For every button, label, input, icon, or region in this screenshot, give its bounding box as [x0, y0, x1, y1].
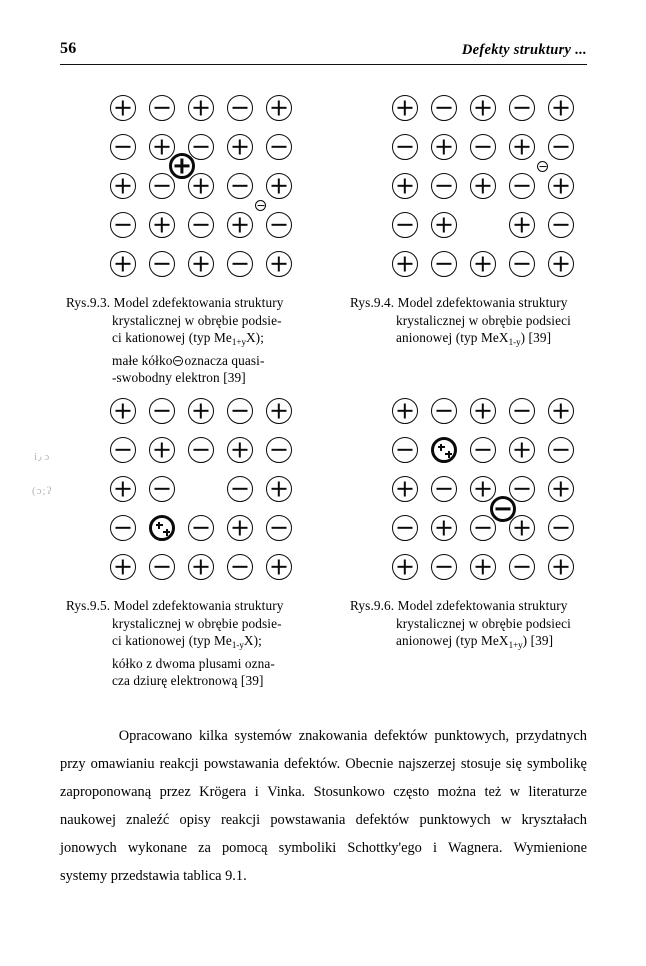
ion-anion	[548, 515, 574, 541]
ion-anion	[227, 554, 253, 580]
paragraph-word: Krögera	[199, 784, 247, 800]
ion-anion	[431, 398, 457, 424]
paragraph-word: punktowych	[419, 812, 491, 828]
caption-label: Rys.9.6.	[350, 598, 395, 613]
ion-anion	[227, 398, 253, 424]
ion-cation	[470, 173, 496, 199]
caption-text-line: Model zdefektowania struktury	[397, 295, 568, 310]
ion-anion	[149, 554, 175, 580]
ion-cation	[188, 251, 214, 277]
ion-anion	[227, 476, 253, 502]
ion-cation	[509, 437, 535, 463]
ion-anion	[431, 554, 457, 580]
ion-anion	[110, 515, 136, 541]
ion-cation	[548, 554, 574, 580]
paragraph-word: Schottky'ego	[347, 840, 422, 856]
paragraph-word: defektów.	[284, 756, 341, 772]
ion-cation	[548, 173, 574, 199]
ion-cation	[431, 134, 457, 160]
paragraph-word: przydatnych	[515, 728, 587, 744]
paragraph-word: znaleźć	[126, 812, 170, 828]
caption-text-line: anionowej (typ MeX	[396, 633, 509, 649]
ion-cation	[188, 95, 214, 121]
paragraph-word: stosuje	[460, 756, 501, 772]
ion-cation	[509, 212, 535, 238]
ion-anion	[509, 398, 535, 424]
ion-anion	[509, 251, 535, 277]
caption-text-line: krystalicznej w obrębie podsieci	[396, 312, 571, 328]
caption-text-line: krystalicznej w obrębie podsieci	[396, 615, 571, 631]
defect-electron-hole	[431, 437, 457, 463]
defect-electron-hole	[149, 515, 175, 541]
caption-text-line: ci kationowej (typ Me	[112, 330, 232, 346]
ion-anion	[188, 515, 214, 541]
formula-subscript: 1+y	[508, 640, 523, 651]
ion-anion	[110, 212, 136, 238]
ion-anion	[227, 251, 253, 277]
paragraph-word: systemów	[234, 728, 292, 744]
ion-cation	[266, 398, 292, 424]
page-number: 56	[60, 40, 77, 57]
ion-cation	[509, 134, 535, 160]
ion-cation	[149, 134, 175, 160]
paragraph-word: przy	[60, 756, 86, 772]
ion-cation	[392, 173, 418, 199]
ion-anion	[548, 437, 574, 463]
ion-anion	[266, 437, 292, 463]
defect-interstitial-cation	[169, 153, 195, 179]
paragraph-word: opisy	[179, 812, 211, 828]
ion-cation	[266, 476, 292, 502]
paragraph-word: 9.1.	[225, 868, 247, 884]
scan-artifact: (ɔ;ʔ	[32, 485, 53, 497]
ion-cation	[431, 212, 457, 238]
ion-cation	[392, 476, 418, 502]
ion-cation	[188, 398, 214, 424]
caption-text-line: ) [39]	[522, 633, 554, 649]
ion-cation	[227, 134, 253, 160]
paragraph-word: Wagnera.	[448, 840, 503, 856]
ion-anion	[392, 515, 418, 541]
page-header	[60, 40, 587, 66]
paragraph-word: za	[198, 840, 211, 856]
ion-cation	[548, 95, 574, 121]
paragraph-word: się	[505, 756, 522, 772]
paragraph-line	[60, 722, 587, 750]
caption-text-line: cza dziurę elektronową [39]	[112, 673, 264, 689]
paragraph-line	[60, 862, 587, 890]
ion-anion	[431, 251, 457, 277]
paragraph-word: i	[254, 784, 259, 800]
ion-anion	[392, 134, 418, 160]
ion-cation	[548, 251, 574, 277]
caption-rys-9-3	[66, 294, 346, 387]
ion-cation	[188, 173, 214, 199]
paragraph-word: kryształach	[521, 812, 587, 828]
lattice-grid-9-5	[110, 398, 292, 570]
ion-cation	[392, 398, 418, 424]
paragraph-word: najszerzej	[398, 756, 456, 772]
caption-text-line: małe kółko	[112, 352, 173, 368]
ion-anion	[149, 398, 175, 424]
caption-text-line: ci kationowej (typ Me	[112, 633, 232, 649]
ion-cation	[110, 95, 136, 121]
paragraph-line	[60, 834, 587, 862]
ion-cation	[227, 437, 253, 463]
ion-anion	[431, 476, 457, 502]
ion-cation	[509, 515, 535, 541]
ion-cation	[548, 398, 574, 424]
caption-text-line: Model zdefektowania struktury	[113, 295, 284, 310]
ion-anion	[227, 173, 253, 199]
ion-cation	[392, 95, 418, 121]
paragraph-word: powstawania	[270, 812, 346, 828]
paragraph-line	[60, 806, 587, 834]
caption-text-line: kółko z dwoma plusami ozna-	[112, 655, 275, 671]
ion-anion	[509, 173, 535, 199]
paragraph-word: też	[484, 784, 502, 800]
paragraph-word: reakcji	[159, 756, 199, 772]
paragraph-word: często	[393, 784, 430, 800]
ion-cation	[227, 515, 253, 541]
header-divider	[60, 64, 587, 65]
ion-anion	[470, 515, 496, 541]
scan-artifact: i٫ ɔ	[34, 451, 51, 463]
caption-text-line: -swobodny elektron [39]	[112, 370, 246, 386]
ion-anion	[470, 437, 496, 463]
paragraph-word: defektów	[355, 812, 410, 828]
ion-cation	[470, 476, 496, 502]
ion-cation	[110, 251, 136, 277]
lattice-grid-9-6	[392, 398, 574, 570]
paragraph-word: przez	[159, 784, 191, 800]
caption-text-line: oznacza quasi-	[184, 352, 265, 368]
ion-cation	[110, 476, 136, 502]
lattice-grid-9-3	[110, 95, 292, 267]
caption-text-line: ) [39]	[520, 330, 552, 346]
figure-rys-9-5	[110, 398, 292, 570]
caption-text-line: X);	[243, 633, 262, 649]
paragraph-word: i	[432, 840, 437, 856]
body-paragraph	[60, 722, 587, 890]
formula-subscript: 1-y	[508, 337, 521, 348]
ion-anion	[470, 134, 496, 160]
paragraph-word: kilka	[198, 728, 228, 744]
ion-anion	[149, 476, 175, 502]
ion-cation	[227, 212, 253, 238]
defect-interstitial-anion	[490, 496, 516, 522]
paragraph-word: Vinka.	[267, 784, 306, 800]
paragraph-word: Stosunkowo	[313, 784, 385, 800]
paragraph-line	[60, 778, 587, 806]
formula-subscript: 1+y	[231, 337, 246, 348]
paragraph-word: w	[509, 784, 521, 800]
paragraph-word: defektów	[374, 728, 428, 744]
ion-anion	[509, 476, 535, 502]
ion-anion	[110, 134, 136, 160]
caption-rys-9-4	[350, 294, 630, 352]
paragraph-word: Opracowano	[118, 728, 193, 744]
ion-cation	[470, 251, 496, 277]
paragraph-word: Wymienione	[513, 840, 587, 856]
ion-anion	[188, 134, 214, 160]
ion-cation	[266, 173, 292, 199]
ion-cation	[392, 251, 418, 277]
ion-anion	[188, 437, 214, 463]
figure-rys-9-6	[392, 398, 574, 570]
paragraph-word: literaturze	[528, 784, 587, 800]
formula-subscript: 1-y	[231, 640, 244, 651]
paragraph-word: powstawania	[203, 756, 279, 772]
defect-quasi-free-electron	[255, 200, 266, 211]
ion-cation	[110, 398, 136, 424]
paragraph-word: w	[500, 812, 512, 828]
ion-cation	[149, 437, 175, 463]
ion-cation	[470, 398, 496, 424]
ion-anion	[227, 95, 253, 121]
caption-text-line: anionowej (typ MeX	[396, 330, 509, 346]
caption-label: Rys.9.3.	[66, 295, 111, 310]
ion-anion	[266, 515, 292, 541]
paragraph-word: omawianiu	[90, 756, 155, 772]
caption-text-line: Model zdefektowania struktury	[113, 598, 284, 613]
caption-text-line: krystalicznej w obrębie podsie-	[112, 615, 282, 631]
paragraph-word: tablica	[183, 868, 222, 884]
paragraph-word: reakcji	[220, 812, 261, 828]
circled-minus-icon	[173, 356, 183, 366]
paragraph-word: wykonane	[127, 840, 188, 856]
ion-cation	[266, 95, 292, 121]
ion-anion	[149, 173, 175, 199]
paragraph-line	[60, 750, 587, 778]
ion-cation	[110, 173, 136, 199]
ion-cation	[188, 554, 214, 580]
ion-anion	[431, 95, 457, 121]
caption-label: Rys.9.5.	[66, 598, 111, 613]
ion-anion	[149, 251, 175, 277]
ion-cation	[431, 515, 457, 541]
ion-anion	[266, 212, 292, 238]
caption-text-line: X);	[245, 330, 265, 346]
ion-cation	[149, 212, 175, 238]
figure-rys-9-4	[392, 95, 574, 267]
ion-anion	[392, 437, 418, 463]
figure-rys-9-3	[110, 95, 292, 267]
caption-text-line: Model zdefektowania struktury	[397, 598, 568, 613]
ion-anion	[431, 173, 457, 199]
caption-rys-9-6	[350, 597, 630, 655]
ion-anion	[548, 212, 574, 238]
paragraph-word: Obecnie	[345, 756, 394, 772]
paragraph-word: zaproponowaną	[60, 784, 152, 800]
ion-cation	[470, 95, 496, 121]
caption-text-line: krystalicznej w obrębie podsie-	[112, 312, 282, 328]
ion-anion	[110, 437, 136, 463]
ion-cation	[392, 554, 418, 580]
paragraph-word: symboliki	[278, 840, 337, 856]
caption-rys-9-5	[66, 597, 346, 690]
ion-anion	[509, 95, 535, 121]
ion-anion	[266, 134, 292, 160]
paragraph-word: przedstawia	[110, 868, 180, 884]
ion-cation	[266, 251, 292, 277]
ion-cation	[548, 476, 574, 502]
paragraph-word: znakowania	[298, 728, 368, 744]
defect-quasi-free-electron	[537, 161, 548, 172]
ion-anion	[392, 212, 418, 238]
ion-cation	[266, 554, 292, 580]
paragraph-word: punktowych,	[434, 728, 510, 744]
ion-anion	[548, 134, 574, 160]
paragraph-word: naukowej	[60, 812, 116, 828]
paragraph-word: pomocą	[221, 840, 268, 856]
ion-anion	[188, 212, 214, 238]
running-title: Defekty struktury ...	[461, 42, 587, 58]
paragraph-word: jonowych	[60, 840, 117, 856]
lattice-grid-9-4	[392, 95, 574, 267]
ion-cation	[110, 554, 136, 580]
paragraph-word: można	[437, 784, 476, 800]
caption-label: Rys.9.4.	[350, 295, 395, 310]
ion-cation	[470, 554, 496, 580]
paragraph-word: symbolikę	[526, 756, 587, 772]
ion-anion	[149, 95, 175, 121]
ion-anion	[509, 554, 535, 580]
paragraph-word: systemy	[60, 868, 108, 884]
